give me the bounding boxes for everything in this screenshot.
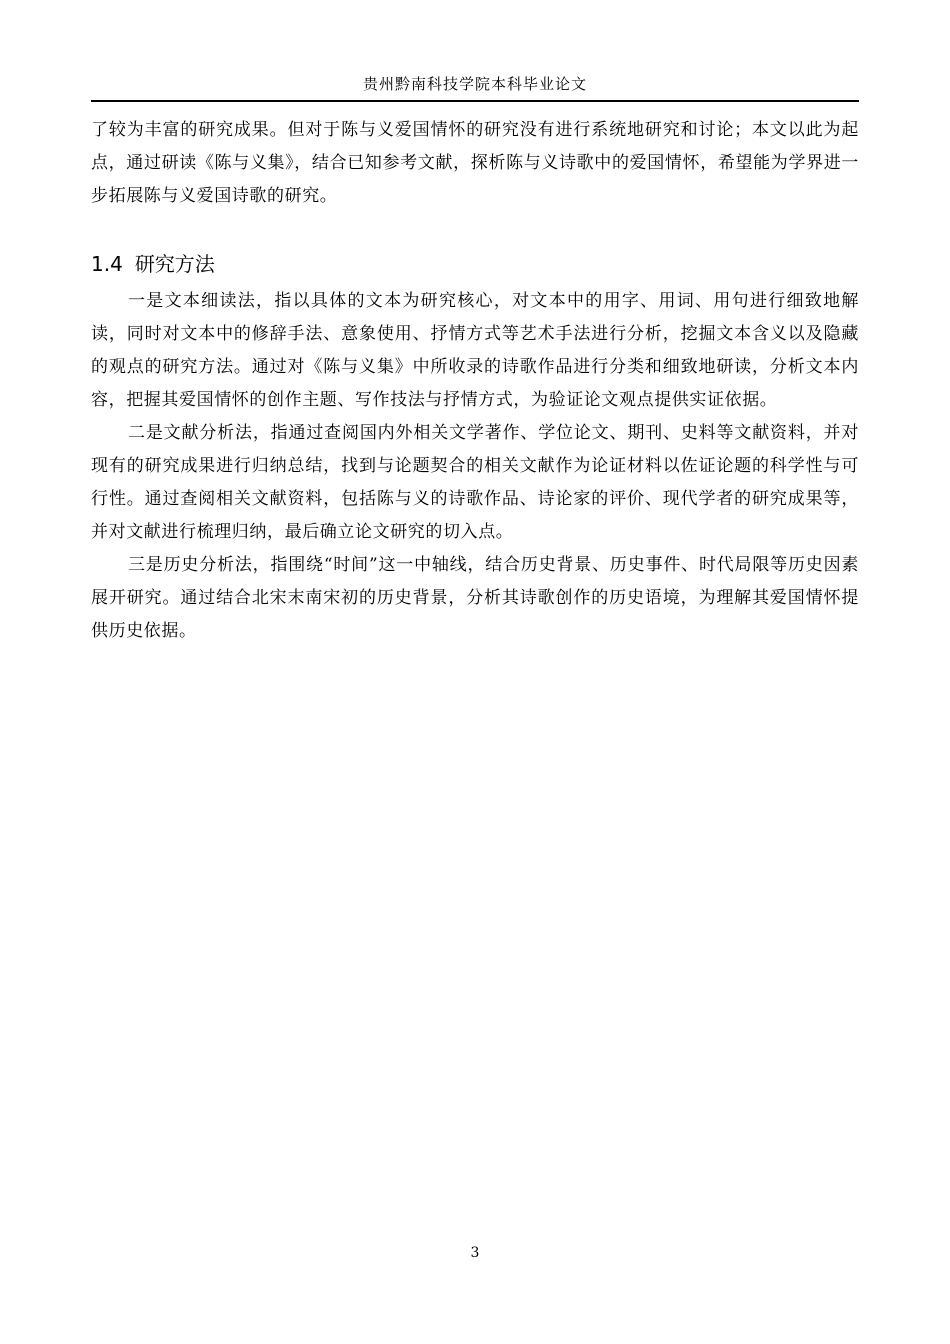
paragraph-close-reading: 一是文本细读法，指以具体的文本为研究核心，对文本中的用字、用词、用句进行细致地解读，同时对文本中的修辞手法、意象使用、抒情方式等艺术手法进行分析，挖掘文本含义以及隐藏的观点的研究方法。通过对《陈与义集》中所收录的诗歌作品进行分类和细致地研读，分析文本内容，把握其爱国情怀的创作主题、写作技法与抒情方式，为验证论文观点提供实证依据。 [91, 291, 859, 410]
paragraph-literature-analysis: 二是文献分析法，指通过查阅国内外相关文学著作、学位论文、期刊、史料等文献资料，并对现有的研究成果进行归纳总结，找到与论题契合的相关文献作为论证材料以佐证论题的科学性与可行性。通过查阅相关文献资料，包括陈与义的诗歌作品、诗论家的评价、现代学者的研究成果等，并对文献进行梳理归纳，最后确立论文研究的切入点。 [91, 423, 859, 542]
header-rule [91, 100, 859, 102]
section-number: 1.4 [91, 252, 123, 276]
intro-paragraph: 了较为丰富的研究成果。但对于陈与义爱国情怀的研究没有进行系统地研究和讨论；本文以此为起点，通过研读《陈与义集》，结合已知参考文献，探析陈与义诗歌中的爱国情怀，希望能为学界进一步拓展陈与义爱国诗歌的研究。 [91, 120, 859, 206]
paragraph-historical-analysis: 三是历史分析法，指围绕“时间”这一中轴线，结合历史背景、历史事件、时代局限等历史因素展开研究。通过结合北宋末南宋初的历史背景，分析其诗歌创作的历史语境，为理解其爱国情怀提供历史依据。 [91, 555, 859, 641]
section-title: 研究方法 [134, 252, 215, 276]
page-number: 3 [470, 1245, 480, 1261]
section-heading [91, 247, 859, 281]
body-text [91, 114, 859, 648]
running-header: 贵州黔南科技学院本科毕业论文 [362, 75, 587, 93]
